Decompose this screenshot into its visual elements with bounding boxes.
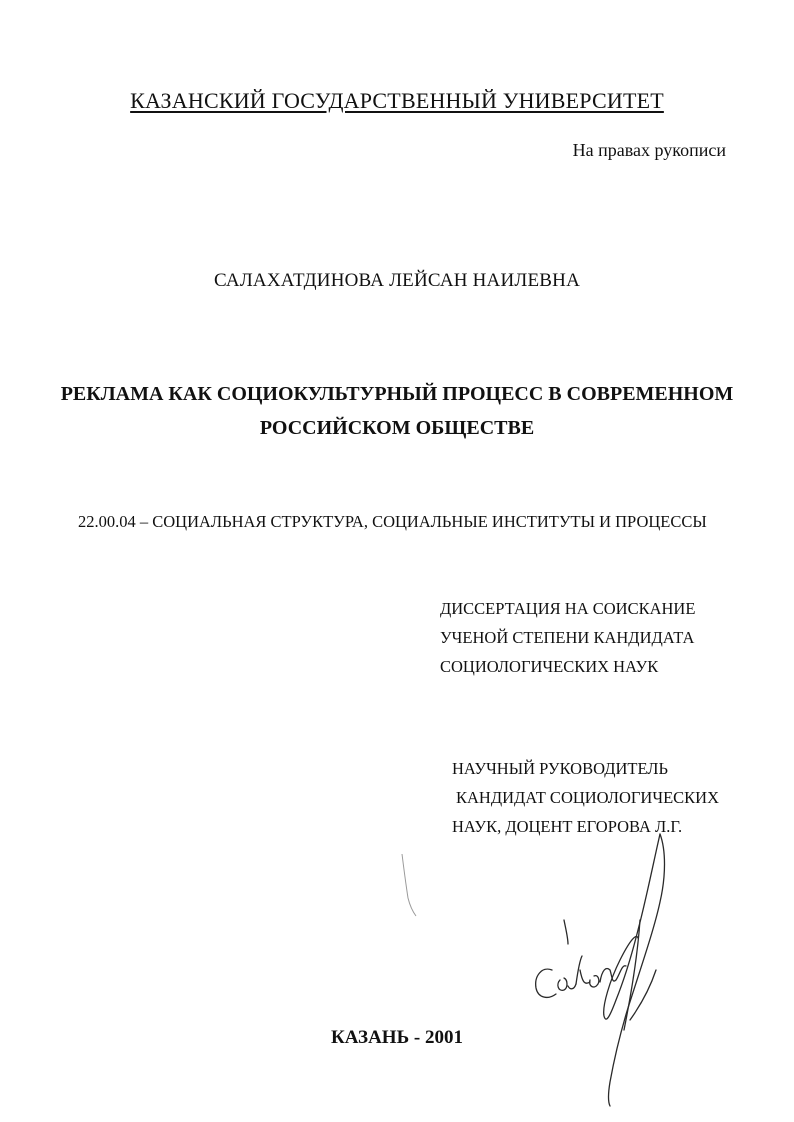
degree-statement bbox=[440, 594, 695, 681]
supervisor-line-2: КАНДИДАТ СОЦИОЛОГИЧЕСКИХ bbox=[456, 788, 719, 807]
title-line-2: РОССИЙСКОМ ОБЩЕСТВЕ bbox=[259, 417, 535, 439]
scan-mark bbox=[396, 850, 426, 920]
supervisor-line-3: НАУК, ДОЦЕНТ ЕГОРОВА Л.Г. bbox=[452, 817, 683, 836]
specialty-code: 22.00.04 – СОЦИАЛЬНАЯ СТРУКТУРА, СОЦИАЛЬНЫЕ ИНСТИТУТЫ И ПРОЦЕССЫ bbox=[78, 512, 707, 531]
title-line-1: РЕКЛАМА КАК СОЦИОКУЛЬТУРНЫЙ ПРОЦЕСС В СОВРЕМЕННОМ bbox=[60, 383, 734, 405]
handwritten-signature bbox=[520, 820, 700, 1110]
degree-line-3: СОЦИОЛОГИЧЕСКИХ НАУК bbox=[440, 657, 659, 676]
supervisor-line-1: НАУЧНЫЙ РУКОВОДИТЕЛЬ bbox=[452, 759, 668, 778]
degree-line-1: ДИССЕРТАЦИЯ НА СОИСКАНИЕ bbox=[440, 599, 696, 618]
degree-line-2: УЧЕНОЙ СТЕПЕНИ КАНДИДАТА bbox=[440, 628, 695, 647]
city-year: КАЗАНЬ - 2001 bbox=[331, 1027, 463, 1048]
university-name: КАЗАНСКИЙ ГОСУДАРСТВЕННЫЙ УНИВЕРСИТЕТ bbox=[130, 88, 664, 113]
dissertation-title bbox=[0, 377, 794, 445]
manuscript-rights-note: На правах рукописи bbox=[572, 140, 726, 160]
author-name: САЛАХАТДИНОВА ЛЕЙСАН НАИЛЕВНА bbox=[213, 270, 580, 291]
